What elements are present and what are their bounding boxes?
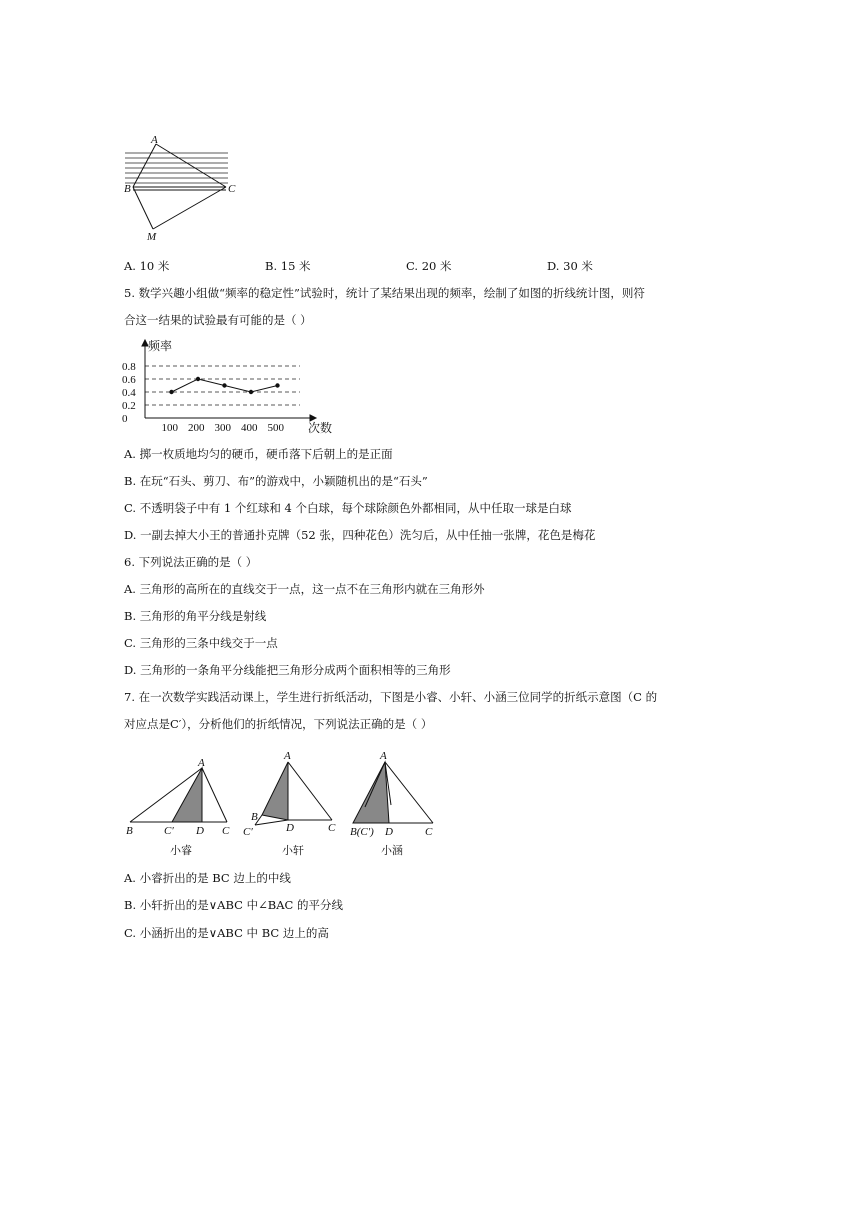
q5-question-line1: 5. 数学兴趣小组做“频率的稳定性”试验时，统计了某结果出现的频率，绘制了如图的折线统计图，则符 [124,286,645,300]
q7-figure-xiaohan [345,745,455,855]
q4-option-b: B. 15 米 [265,259,311,273]
chart-data-point [249,390,253,394]
chart-x-tick-label: 500 [267,422,284,434]
q7-fig2-label-b: B [251,811,258,823]
q7-figure-xiaoxuan [240,745,350,855]
chart-x-tick-label: 400 [241,422,258,434]
q5-option-d: D. 一副去掉大小王的普通扑克牌（52 张，四种花色）洗匀后，从中任抽一张牌，花色是梅花 [124,528,596,542]
q6-option-b: B. 三角形的角平分线是射线 [124,609,267,623]
q4-label-a: A [151,134,158,146]
chart-y-tick-label: 0 [122,413,128,425]
q5-question-line2: 合这一结果的试验最有可能的是（ ） [124,313,312,327]
q5-option-b: B. 在玩“石头、剪刀、布”的游戏中，小颖随机出的是“石头” [124,474,428,488]
chart-data-point [196,377,200,381]
q7-figure-xiaorui [122,750,242,860]
chart-y-tick-label: 0.8 [122,361,136,373]
q7-fig1-label-c: C [222,825,230,837]
q7-fig3-caption: 小涵 [381,845,403,857]
chart-data-point [169,390,173,394]
q4-figure [120,132,260,242]
q7-question-line1: 7. 在一次数学实践活动课上，学生进行折纸活动，下图是小睿、小轩、小涵三位同学的折纸示意图（C 的 [124,690,658,704]
q7-option-c: C. 小涵折出的是∨ABC 中 BC 边上的高 [124,926,329,940]
q7-fig1-label-d: D [196,825,204,837]
q6-option-d: D. 三角形的一条角平分线能把三角形分成两个面积相等的三角形 [124,663,451,677]
q4-label-b: B [124,183,131,195]
q4-label-m: M [147,231,157,243]
q7-fig2-label-d: D [286,822,294,834]
q4-option-a: A. 10 米 [124,259,170,273]
chart-y-tick-label: 0.6 [122,374,136,386]
q7-fig1-caption: 小睿 [170,845,192,857]
chart-x-tick-label: 300 [214,422,231,434]
q4-label-c: C [228,183,236,195]
chart-x-tick-label: 200 [188,422,205,434]
chart-y-tick-label: 0.4 [122,387,136,399]
q7-question-line2: 对应点是C′），分析他们的折纸情况，下列说法正确的是（ ） [124,717,433,731]
q7-fig2-caption: 小轩 [282,845,304,857]
q7-fig1-label-a: A [198,757,205,769]
q7-fig2-label-c1: C′ [243,826,253,838]
q6-option-a: A. 三角形的高所在的直线交于一点，这一点不在三角形内就在三角形外 [124,582,485,596]
q7-fig3-label-a: A [380,750,387,762]
q7-fig2-label-c: C [328,822,336,834]
q5-option-c: C. 不透明袋子中有 1 个红球和 4 个白球，每个球除颜色外都相同，从中任取一球是白球 [124,501,572,515]
chart-y-tick-label: 0.2 [122,400,136,412]
q6-question: 6. 下列说法正确的是（ ） [124,555,258,569]
chart-x-axis-label: 次数 [308,421,333,435]
chart-y-axis-label: 频率 [148,339,173,353]
q7-fig3-label-d: D [385,826,393,838]
q7-fig1-label-b: B [126,825,133,837]
q7-option-b: B. 小轩折出的是∨ABC 中∠BAC 的平分线 [124,898,343,912]
q7-fig1-label-c1: C′ [164,825,174,837]
q7-fig3-label-b: B(C′) [350,826,374,838]
q7-fig2-label-a: A [284,750,291,762]
q7-option-a: A. 小睿折出的是 BC 边上的中线 [124,871,291,885]
chart-x-tick-label: 100 [161,422,178,434]
q6-option-c: C. 三角形的三条中线交于一点 [124,636,278,650]
chart-data-point [275,383,279,387]
q4-option-d: D. 30 米 [547,259,593,273]
q5-option-a: A. 掷一枚质地均匀的硬币，硬币落下后朝上的是正面 [124,447,393,461]
chart-data-point [222,383,226,387]
q7-fig3-label-c: C [425,826,433,838]
q4-option-c: C. 20 米 [406,259,452,273]
q5-line-chart [120,339,333,435]
